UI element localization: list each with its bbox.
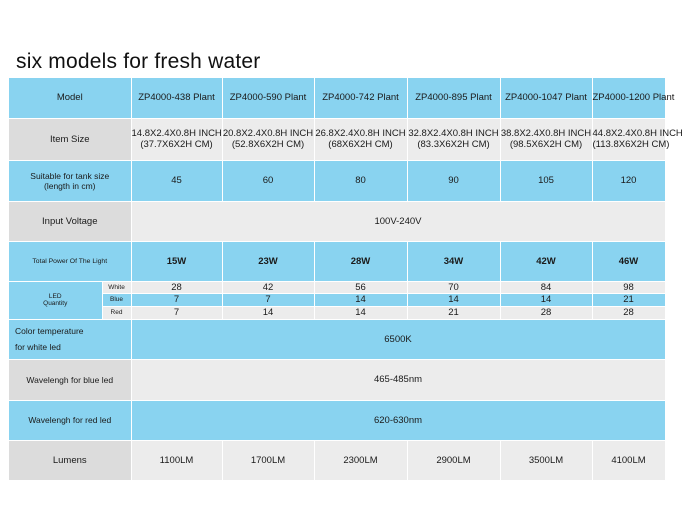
model-cell: ZP4000-590 Plant — [222, 78, 314, 118]
led-count-cell: 42 — [222, 281, 314, 293]
item-size-inch: 20.8X2.4X0.8H INCH — [222, 128, 314, 139]
red-wavelength-row — [9, 400, 665, 440]
lumens-cell: 4100LM — [592, 440, 665, 480]
item-size-cell — [131, 118, 222, 160]
power-cell: 42W — [500, 241, 592, 281]
led-quantity-label-line: LED — [48, 293, 62, 300]
power-label: Total Power Of The Light — [9, 241, 131, 281]
item-size-cell — [500, 118, 592, 160]
lumens-cell: 1100LM — [131, 440, 222, 480]
tank-size-cell: 80 — [314, 160, 407, 201]
blue-wavelength-row — [9, 359, 665, 400]
led-count-cell: 28 — [500, 306, 592, 319]
item-size-cell — [314, 118, 407, 160]
item-size-inch: 38.8X2.4X0.8H INCH — [500, 128, 592, 139]
item-size-cell — [407, 118, 500, 160]
led-count-cell: 84 — [500, 281, 592, 293]
spec-table — [9, 78, 683, 481]
led-count-cell: 98 — [592, 281, 665, 293]
model-cell: ZP4000-438 Plant — [131, 78, 222, 118]
led-quantity-label — [9, 281, 102, 319]
power-cell: 34W — [407, 241, 500, 281]
model-cell: ZP4000-1047 Plant — [500, 78, 592, 118]
item-size-label: Item Size — [9, 118, 131, 160]
item-size-row — [9, 118, 665, 160]
input-voltage-label: Input Voltage — [9, 201, 131, 241]
power-cell: 15W — [131, 241, 222, 281]
power-cell: 23W — [222, 241, 314, 281]
lumens-row — [9, 440, 665, 480]
led-count-cell: 56 — [314, 281, 407, 293]
item-size-cm: (37.7X6X2H CM) — [140, 139, 213, 150]
input-voltage-value: 100V-240V — [131, 201, 665, 241]
led-count-cell: 7 — [131, 293, 222, 306]
led-count-cell: 14 — [222, 306, 314, 319]
led-white-row — [9, 281, 665, 293]
led-count-cell: 70 — [407, 281, 500, 293]
item-size-cm: (68X6X2H CM) — [328, 139, 393, 150]
led-blue-row — [9, 293, 665, 306]
model-cell: ZP4000-742 Plant — [314, 78, 407, 118]
led-color-label: White — [102, 281, 131, 293]
input-voltage-row — [9, 201, 665, 241]
led-quantity-label-line: Quantity — [43, 300, 68, 307]
item-size-cm: (113.8X6X2H CM) — [592, 139, 670, 150]
item-size-cell — [222, 118, 314, 160]
lumens-cell: 2300LM — [314, 440, 407, 480]
model-row — [9, 78, 665, 118]
lumens-cell: 1700LM — [222, 440, 314, 480]
led-count-cell: 7 — [131, 306, 222, 319]
tank-size-cell: 105 — [500, 160, 592, 201]
led-color-label: Blue — [102, 293, 131, 306]
color-temp-label-line: Color temperature — [15, 326, 84, 336]
tank-size-label-line: Suitable for tank size — [30, 170, 110, 181]
tank-size-label — [9, 160, 131, 201]
model-cell: ZP4000-1200 Plant — [592, 78, 665, 118]
red-wavelength-label: Wavelengh for red led — [9, 400, 131, 440]
tank-size-row — [9, 160, 665, 201]
led-count-cell: 14 — [314, 306, 407, 319]
model-label: Model — [9, 78, 131, 118]
tank-size-label-line: (length in cm) — [44, 180, 96, 191]
color-temp-value: 6500K — [131, 319, 665, 359]
color-temp-label-line: for white led — [15, 342, 61, 352]
item-size-cell — [592, 118, 683, 160]
power-cell: 46W — [592, 241, 665, 281]
tank-size-cell: 120 — [592, 160, 665, 201]
led-count-cell: 14 — [314, 293, 407, 306]
item-size-cm: (52.8X6X2H CM) — [231, 139, 305, 150]
item-size-inch: 44.8X2.4X0.8H INCH — [592, 128, 683, 139]
model-cell: ZP4000-895 Plant — [407, 78, 500, 118]
page-title: six models for fresh water — [16, 50, 261, 73]
led-count-cell: 14 — [500, 293, 592, 306]
led-color-label: Red — [102, 306, 131, 319]
blue-wavelength-value: 465-485nm — [131, 359, 665, 400]
led-count-cell: 21 — [592, 293, 665, 306]
led-count-cell: 14 — [407, 293, 500, 306]
led-count-cell: 7 — [222, 293, 314, 306]
tank-size-cell: 90 — [407, 160, 500, 201]
led-count-cell: 21 — [407, 306, 500, 319]
item-size-cm: (83.3X6X2H CM) — [417, 139, 490, 150]
lumens-label: Lumens — [9, 440, 131, 480]
color-temp-row — [9, 319, 665, 359]
red-wavelength-value: 620-630nm — [131, 400, 665, 440]
color-temp-label — [9, 319, 131, 359]
blue-wavelength-label: Wavelengh for blue led — [9, 359, 131, 400]
item-size-inch: 32.8X2.4X0.8H INCH — [408, 128, 499, 139]
lumens-cell: 2900LM — [407, 440, 500, 480]
tank-size-cell: 45 — [131, 160, 222, 201]
led-count-cell: 28 — [131, 281, 222, 293]
led-red-row — [9, 306, 665, 319]
led-count-cell: 28 — [592, 306, 665, 319]
lumens-cell: 3500LM — [500, 440, 592, 480]
item-size-inch: 14.8X2.4X0.8H INCH — [131, 128, 222, 139]
item-size-inch: 26.8X2.4X0.8H INCH — [315, 128, 406, 139]
tank-size-cell: 60 — [222, 160, 314, 201]
power-row — [9, 241, 665, 281]
item-size-cm: (98.5X6X2H CM) — [509, 139, 583, 150]
power-cell: 28W — [314, 241, 407, 281]
